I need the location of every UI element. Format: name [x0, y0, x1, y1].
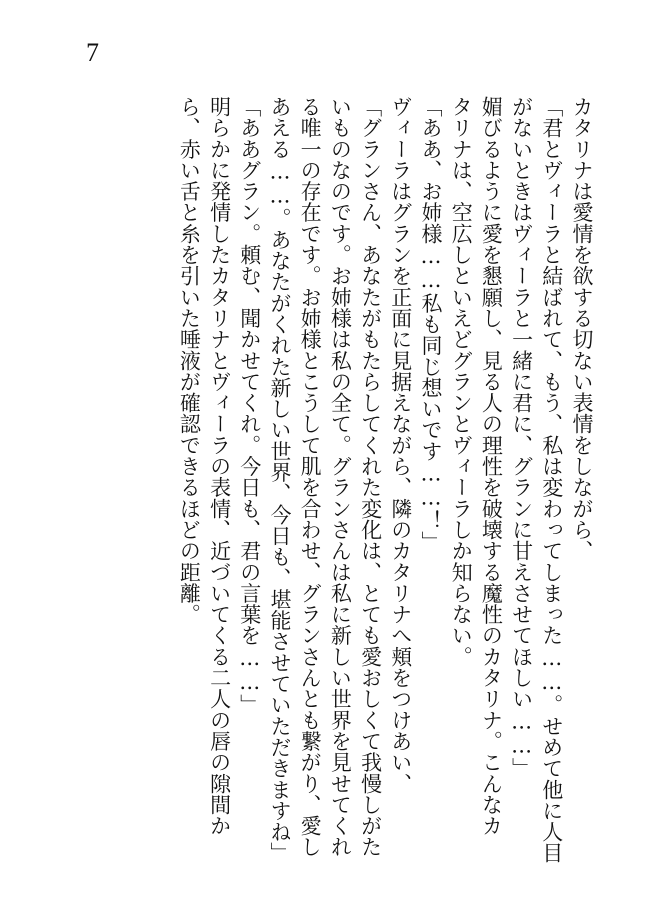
text-column: いものなのです。お姉様は私の全て。グランさんは私に新しい世界を見せてくれ — [328, 96, 353, 858]
text-column: カタリナは愛情を欲する切ない表情をしながら、 — [570, 96, 594, 562]
text-column: あえる……。あなたがくれた新しい世界、今日も、堪能させていただきますね」 — [267, 96, 292, 864]
page-number: 7 — [86, 38, 99, 67]
text-column: 「ああ、お姉様……私も同じ想いです……！」 — [418, 96, 443, 553]
text-column: タリナは、空広しといえどグランとヴィーラしか知らない。 — [449, 96, 474, 668]
novel-text-body — [174, 96, 597, 866]
text-column: 明らかに発情したカタリナとヴィーラの表情、近づいてくる二人の唇の隙間か — [207, 96, 232, 837]
text-column: 「君とヴィーラと結ばれて、もう、私は変わってしまった……。せめて他に人目 — [539, 96, 564, 864]
text-column: ヴィーラはグランを正面に見据えながら、隣のカタリナへ頬をつけあい、 — [388, 96, 413, 794]
text-column: がないときはヴィーラと一緒に君に、グランに甘えさせてほしい……」 — [509, 96, 534, 779]
text-column: る唯一の存在です。お姉様とこうして肌を合わせ、グランさんとも繋がり、愛し — [298, 96, 323, 858]
text-column: 媚びるように愛を懇願し、見る人の理性を破壊する魔性のカタリナ。こんなカ — [479, 96, 504, 837]
text-column: 「ああグラン。頼む、聞かせてくれ。今日も、君の言葉を……」 — [237, 96, 262, 716]
text-column: 「グランさん、あなたがもたらしてくれた変化は、とても愛おしくて我慢しがた — [358, 96, 383, 858]
text-column: ら、赤い舌と糸を引いた唾液が確認できるほどの距離。 — [177, 96, 202, 625]
